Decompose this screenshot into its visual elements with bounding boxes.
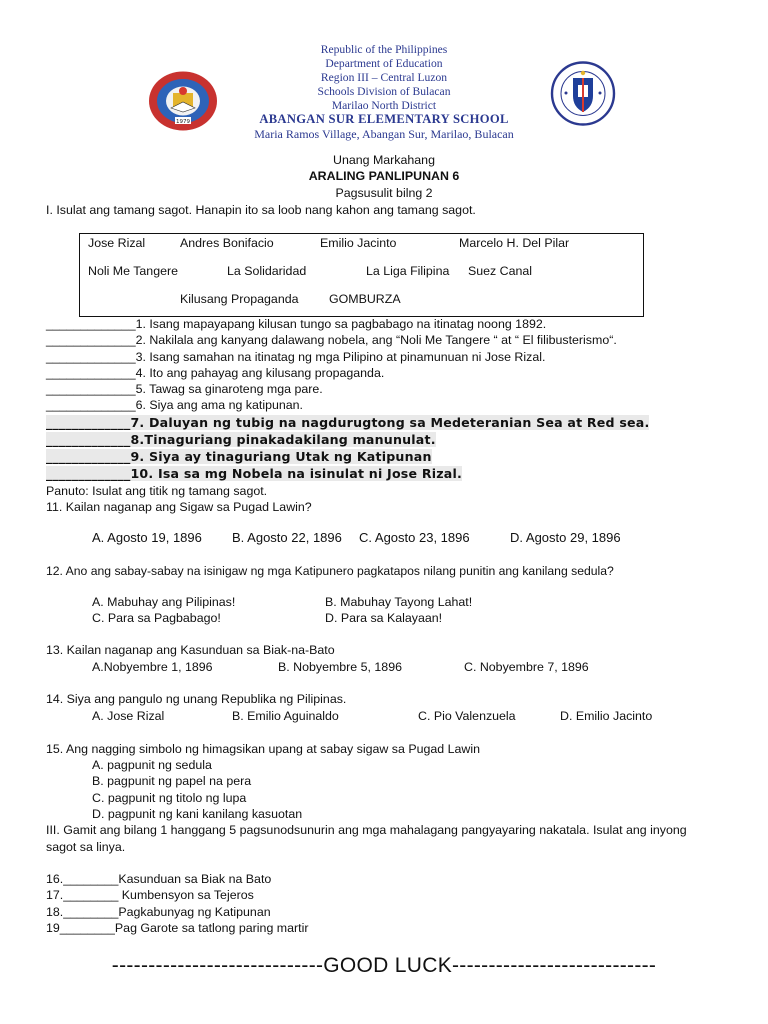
school-address: Maria Ramos Village, Abangan Sur, Marilao, Bulacan (254, 127, 514, 141)
box-option: Jose Rizal (88, 236, 146, 250)
question-12: 12. Ano ang sabay-sabay na isinigaw ng mga Katipunero pagkatapos nilang punitin ang kanilang sedula? (46, 564, 614, 578)
question-11: 11. Kailan naganap ang Sigaw sa Pugad Lawin? (46, 500, 312, 514)
subject-title: ARALING PANLIPUNAN 6 (308, 169, 460, 183)
q11-option: D. Agosto 29, 1896 (510, 530, 621, 545)
question-item: _____________3. Isang samahan na itinatag ng mga Pilipino at pinamunuan ni Jose Rizal. (46, 350, 546, 364)
q13-option: A.Nobyembre 1, 1896 (92, 660, 213, 674)
question-item: _____________2. Nakilala ang kanyang dalawang nobela, ang “Noli Me Tangere “ at “ El filibusterismo“. (46, 333, 617, 347)
part3-instruction-cont: sagot sa linya. (46, 840, 126, 854)
q12-option: C. Para sa Pagbabago! (92, 611, 221, 625)
q15-option: D. pagpunit ng kani kanilang kasuotan (92, 807, 303, 821)
q12-option: B. Mabuhay Tayong Lahat! (325, 595, 473, 609)
q15-option: C. pagpunit ng titolo ng lupa (92, 791, 247, 805)
q13-option: B. Nobyembre 5, 1896 (278, 660, 402, 674)
header-district: Marilao North District (331, 99, 437, 112)
header-division: Schools Division of Bulacan (317, 85, 451, 98)
good-luck-footer: -----------------------------GOOD LUCK---------------------------- (111, 954, 657, 977)
question-item-highlighted: _____________10. Isa sa mg Nobela na isinulat ni Jose Rizal. (46, 466, 462, 481)
box-option: La Solidaridad (227, 264, 307, 278)
sequence-item: 17.________ Kumbensyon sa Tejeros (46, 888, 254, 902)
question-item-highlighted: _____________9. Siya ay tinaguriang Utak ng Katipunan (46, 449, 432, 464)
question-item: _____________6. Siya ang ama ng katipunan. (46, 398, 303, 412)
sequence-item: 16.________Kasunduan sa Biak na Bato (46, 872, 272, 886)
school-name: ABANGAN SUR ELEMENTARY SCHOOL (259, 112, 509, 126)
q14-option: D. Emilio Jacinto (560, 709, 653, 723)
q14-option: C. Pio Valenzuela (418, 709, 516, 723)
part2-instruction: Panuto: Isulat ang titik ng tamang sagot. (46, 484, 268, 498)
part1-instruction: I. Isulat ang tamang sagot. Hanapin ito sa loob nang kahon ang tamang sagot. (46, 203, 476, 217)
header-department: Department of Education (325, 57, 443, 70)
box-option: Emilio Jacinto (320, 236, 397, 250)
part3-instruction: III. Gamit ang bilang 1 hanggang 5 pagsunodsunurin ang mga mahalagang pangyayaring nakatala. Isulat ang inyong (46, 823, 687, 837)
box-option: Marcelo H. Del Pilar (459, 236, 570, 250)
q12-option: A. Mabuhay ang Pilipinas! (92, 595, 236, 609)
q14-option: B. Emilio Aguinaldo (232, 709, 339, 723)
question-14: 14. Siya ang pangulo ng unang Republika ng Pilipinas. (46, 692, 347, 706)
q13-option: C. Nobyembre 7, 1896 (464, 660, 589, 674)
sequence-item: 18.________Pagkabunyag ng Katipunan (46, 905, 271, 919)
box-option: Andres Bonifacio (180, 236, 274, 250)
question-item: _____________1. Isang mapayapang kilusan tungo sa pagbabago na itinatag noong 1892. (46, 317, 547, 331)
question-item-highlighted: _____________8.Tinaguriang pinakadakilang manunulat. (46, 432, 436, 447)
logo-year: 1979 (176, 119, 190, 125)
question-item: _____________5. Tawag sa ginaroteng mga pare. (46, 382, 323, 396)
box-option: GOMBURZA (329, 292, 401, 306)
box-option: Suez Canal (468, 264, 533, 278)
header-region: Region III – Central Luzon (320, 71, 448, 84)
q14-option: A. Jose Rizal (92, 709, 165, 723)
q12-option: D. Para sa Kalayaan! (325, 611, 443, 625)
test-title: Pagsusulit bilng 2 (335, 186, 433, 200)
question-item: _____________4. Ito ang pahayag ang kilusang propaganda. (46, 366, 385, 380)
box-option: Kilusang Propaganda (180, 292, 299, 306)
quarter-title: Unang Markahang (333, 153, 435, 167)
question-13: 13. Kailan naganap ang Kasunduan sa Biak-na-Bato (46, 643, 335, 657)
q11-option: A. Agosto 19, 1896 (92, 530, 202, 545)
q15-option: A. pagpunit ng sedula (92, 758, 212, 772)
q11-option: B. Agosto 22, 1896 (232, 530, 342, 545)
box-option: La Liga Filipina (366, 264, 450, 278)
q11-option: C. Agosto 23, 1896 (359, 530, 470, 545)
sequence-item: 19________Pag Garote sa tatlong paring martir (46, 921, 309, 935)
header-republic: Republic of the Philippines (320, 43, 448, 56)
question-15: 15. Ang nagging simbolo ng himagsikan upang at sabay sigaw sa Pugad Lawin (46, 742, 480, 756)
box-option: Noli Me Tangere (88, 264, 178, 278)
q15-option: B. pagpunit ng papel na pera (92, 774, 252, 788)
question-item-highlighted: _____________7. Daluyan ng tubig na nagdurugtong sa Medeteranian Sea at Red sea. (46, 415, 650, 430)
